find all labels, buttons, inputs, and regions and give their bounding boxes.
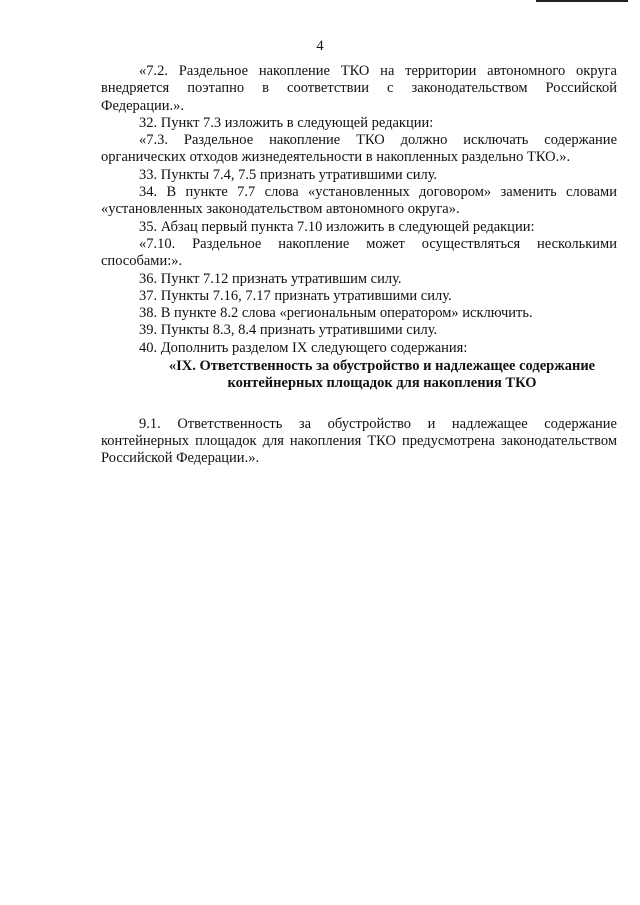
paragraph-7-10: «7.10. Раздельное накопление может осуществляться несколькими способами:». xyxy=(101,235,617,270)
paragraph-33: 33. Пункты 7.4, 7.5 признать утратившими силу. xyxy=(139,166,438,183)
section-heading-line-2: контейнерных площадок для накопления ТКО xyxy=(227,375,537,392)
paragraph-7-3: «7.3. Раздельное накопление ТКО должно исключать содержание органических отходов жизнедеятельности в накопленных раздельно ТКО.». xyxy=(101,132,617,166)
paragraph-37: 37. Пункты 7.16, 7.17 признать утратившими силу. xyxy=(139,287,452,304)
document-body xyxy=(101,63,617,468)
section-heading-line-1: «IX. Ответственность за обустройство и надлежащее содержание xyxy=(168,358,596,375)
paragraph-39: 39. Пункты 8.3, 8.4 признать утратившими силу. xyxy=(139,322,438,339)
scan-edge-mark xyxy=(536,0,628,2)
page-number: 4 xyxy=(316,38,324,54)
paragraph-36: 36. Пункт 7.12 признать утратившим силу. xyxy=(139,270,402,287)
paragraph-34: 34. В пункте 7.7 слова «установленных договором» заменить словами «установленных законодательством автономного округа». xyxy=(101,184,617,218)
spacer xyxy=(101,393,617,416)
paragraph-9-1: 9.1. Ответственность за обустройство и надлежащее содержание контейнерных площадок для накопления ТКО предусмотрена законодательством Российской Федерации.». xyxy=(101,415,617,467)
paragraph-35: 35. Абзац первый пункта 7.10 изложить в следующей редакции: xyxy=(139,218,535,235)
paragraph-38: 38. В пункте 8.2 слова «региональным оператором» исключить. xyxy=(139,305,533,322)
paragraph-32: 32. Пункт 7.3 изложить в следующей редакции: xyxy=(139,114,434,131)
paragraph-7-2: «7.2. Раздельное накопление ТКО на территории автономного округа внедряется поэтапно в соответствии с законодательством Российской Федерации.». xyxy=(101,63,617,114)
section-heading xyxy=(101,358,617,393)
paragraph-40: 40. Дополнить разделом IX следующего содержания: xyxy=(139,339,468,356)
